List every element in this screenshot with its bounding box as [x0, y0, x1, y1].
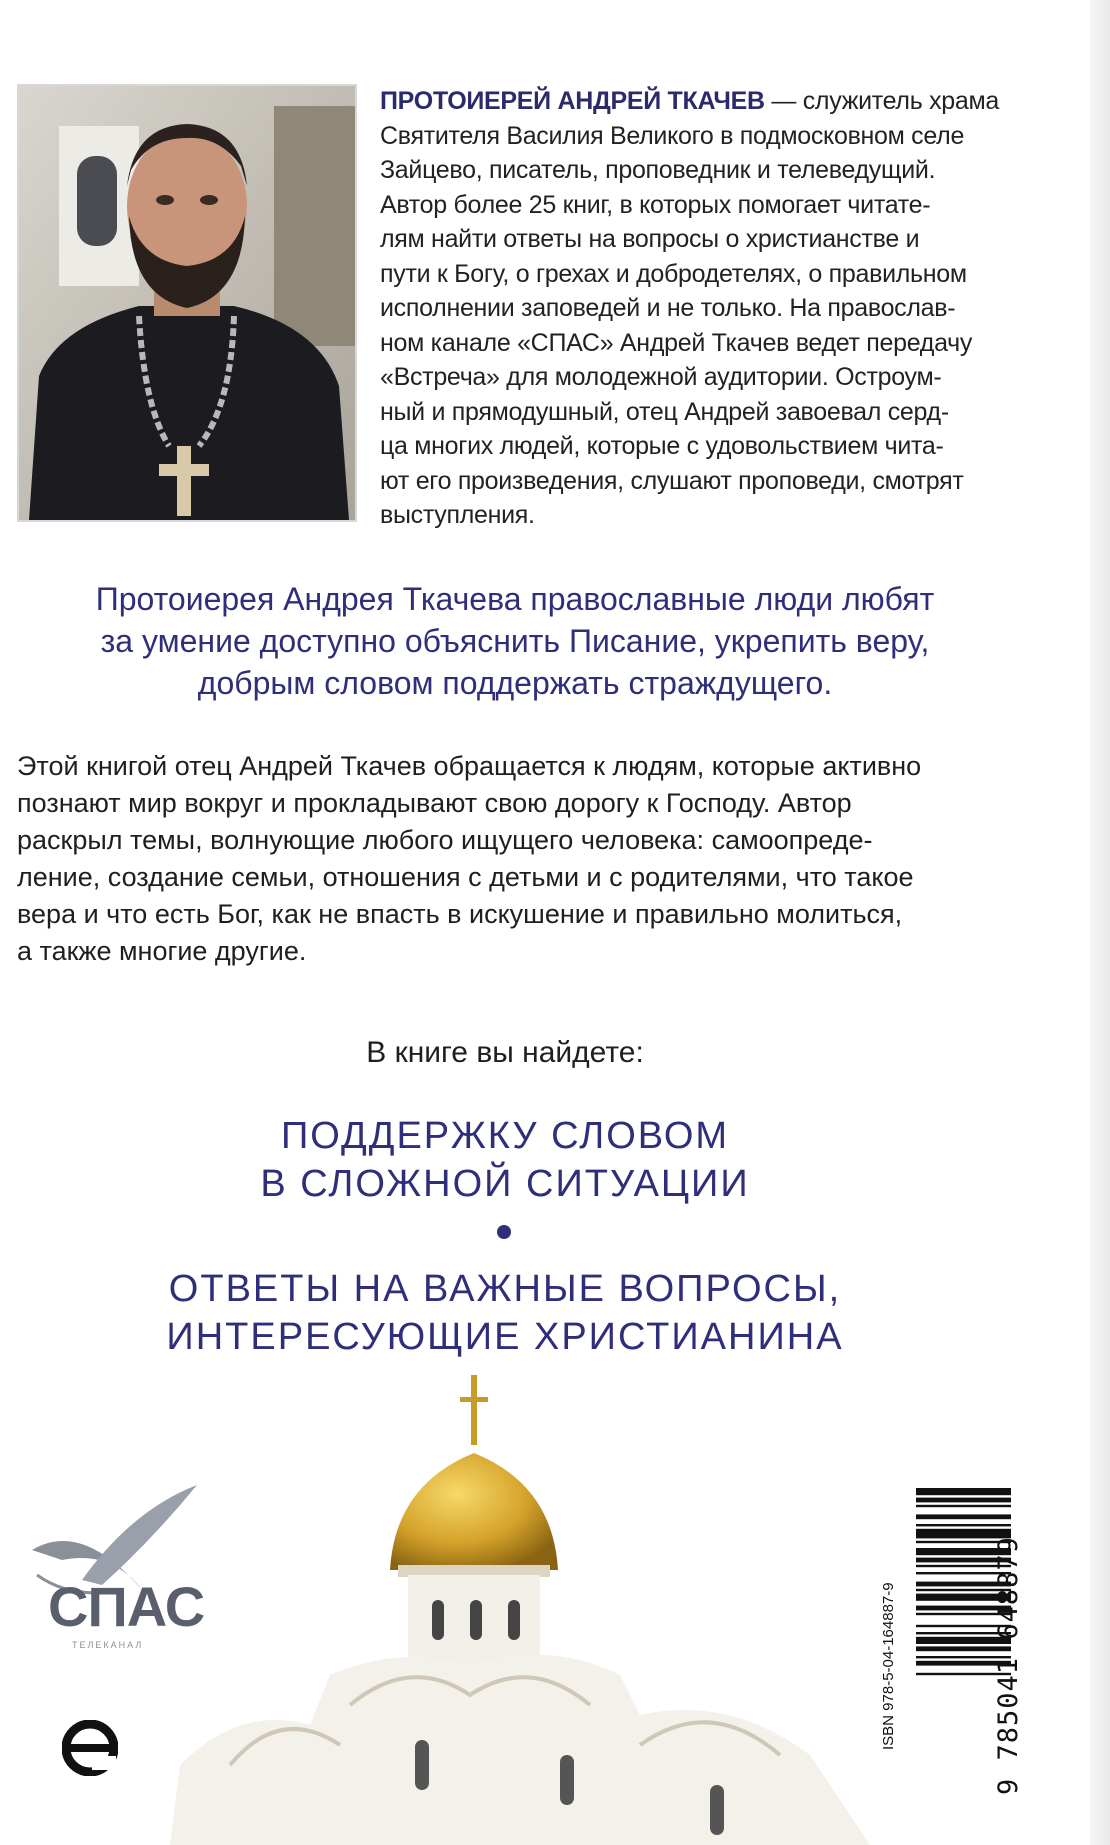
- author-photo: [17, 84, 357, 522]
- spas-logo-text: СПАС: [48, 1575, 205, 1638]
- bio-line: ца многих людей, которые с удовольствием чита-: [380, 432, 944, 460]
- feature-line: В СЛОЖНОЙ СИТУАЦИИ: [260, 1163, 750, 1205]
- bio-line: Зайцево, писатель, проповедник и телеведущий.: [380, 156, 936, 184]
- bio-line: ном канале «СПАС» Андрей Ткачев ведет передачу: [380, 328, 973, 357]
- author-bio: [380, 84, 1020, 533]
- bio-line: ный и прямодушный, отец Андрей завоевал серд-: [380, 397, 949, 426]
- feature-item: [0, 1112, 1010, 1208]
- pull-quote: [0, 578, 1030, 704]
- bio-line: пути к Богу, о грехах и добродетелях, о правильном: [380, 259, 967, 288]
- bio-line: лям найти ответы на вопросы о христианстве и: [380, 225, 920, 253]
- feature-line: ПОДДЕРЖКУ СЛОВОМ: [280, 1115, 730, 1157]
- feature-line: ОТВЕТЫ НА ВАЖНЫЕ ВОПРОСЫ,: [168, 1268, 842, 1310]
- quote-line: добрым словом поддержать страждущего.: [197, 665, 833, 701]
- isbn-label: ISBN 978-5-04-164887-9: [880, 1582, 897, 1750]
- features-heading: В книге вы найдете:: [366, 1036, 644, 1069]
- bullet-dot: [497, 1225, 511, 1239]
- author-name: ПРОТОИЕРЕЙ АНДРЕЙ ТКАЧЕВ: [380, 87, 765, 115]
- description-line: раскрыл темы, волнующие любого ищущего человека: самоопреде-: [17, 825, 873, 855]
- bio-line: Автор более 25 книг, в которых помогает читате-: [380, 190, 931, 219]
- bio-line: выступления.: [380, 501, 535, 529]
- bio-line: — служитель храма: [764, 87, 999, 115]
- page-edge: [1090, 0, 1110, 1845]
- description-line: а также многие другие.: [17, 936, 307, 966]
- feature-item: [0, 1265, 1010, 1361]
- spas-logo-subtitle: ТЕЛЕКАНАЛ: [72, 1640, 144, 1650]
- description-line: познают мир вокруг и прокладывают свою дорогу к Господу. Автор: [17, 788, 852, 818]
- barcode-digits: 9 785041 648879: [993, 1536, 1024, 1795]
- bio-line: ют его произведения, слушают проповеди, смотрят: [380, 466, 964, 495]
- bio-line: «Встреча» для молодежной аудитории. Остроум-: [380, 363, 942, 391]
- quote-line: Протоиерея Андрея Ткачева православные люди любят: [95, 581, 935, 617]
- description-line: Этой книгой отец Андрей Ткачев обращается к людям, которые активно: [17, 751, 922, 781]
- bio-line: исполнении заповедей и не только. На православ-: [380, 294, 956, 322]
- quote-line: за умение доступно объяснить Писание, укрепить веру,: [100, 623, 930, 659]
- feature-line: ИНТЕРЕСУЮЩИЕ ХРИСТИАНИНА: [166, 1316, 844, 1358]
- bio-line: Святителя Василия Великого в подмосковном селе: [380, 121, 965, 150]
- book-description: [17, 748, 1027, 970]
- description-line: вера и что есть Бог, как не впасть в искушение и правильно молиться,: [17, 899, 903, 929]
- publisher-logo-icon: [62, 1720, 118, 1776]
- description-line: ление, создание семьи, отношения с детьми и с родителями, что такое: [17, 862, 914, 892]
